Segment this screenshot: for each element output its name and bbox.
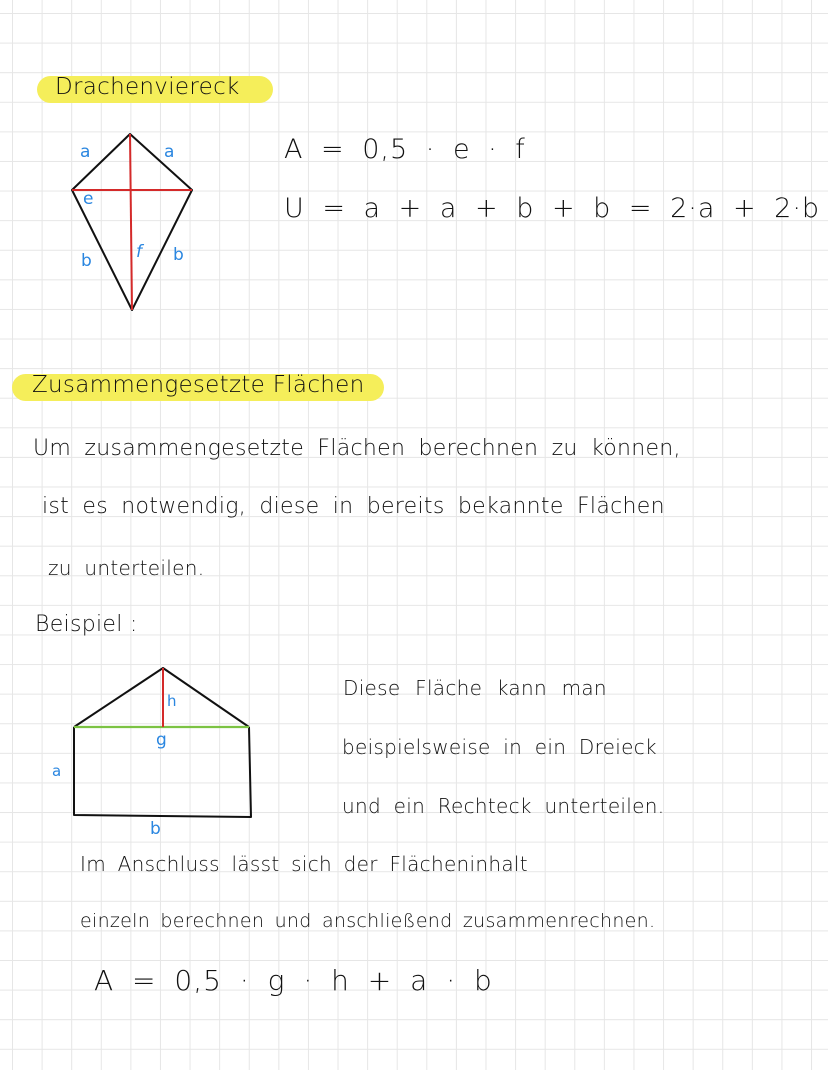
intro-line-2: ist es notwendig, diese in bereits bekannte Flächen (42, 494, 665, 519)
conclusion-line-2: einzeln berechnen und anschließend zusammenrechnen. (80, 910, 656, 932)
conclusion-line-1: Im Anschluss lässt sich der Flächeninhalt (80, 852, 528, 876)
explanation-line-1: Diese Fläche kann man (343, 676, 607, 700)
figure-label-g: g (156, 730, 167, 750)
figure-label-b: b (150, 819, 161, 839)
kite-area-formula: A = 0,5 · e · f (284, 134, 526, 165)
intro-line-1: Um zusammengesetzte Flächen berechnen zu können, (33, 436, 681, 461)
composite-area-formula: A = 0,5 · g · h + a · b (94, 964, 493, 997)
figure-label-h: h (167, 692, 177, 710)
explanation-line-3: und ein Rechteck unterteilen. (342, 794, 665, 818)
kite-label-b-right: b (173, 245, 184, 265)
section-title-zusammengesetzte-flaechen: Zusammengesetzte Flächen (32, 372, 365, 398)
intro-line-3: zu unterteilen. (48, 556, 205, 580)
figure-label-a: a (52, 762, 62, 780)
triangle-roof (74, 668, 249, 727)
explanation-line-2: beispielsweise in ein Dreieck (342, 735, 657, 759)
kite-label-a-left: a (80, 142, 91, 162)
kite-perimeter-formula: U = a + a + b + b = 2·a + 2·b (284, 193, 821, 224)
kite-label-b-left: b (81, 251, 92, 271)
kite-label-e: e (83, 189, 94, 209)
example-label: Beispiel : (35, 612, 138, 637)
kite-label-a-right: a (164, 142, 175, 162)
section-title-drachenviereck: Drachenviereck (55, 74, 240, 100)
kite-label-f: f (136, 242, 142, 262)
